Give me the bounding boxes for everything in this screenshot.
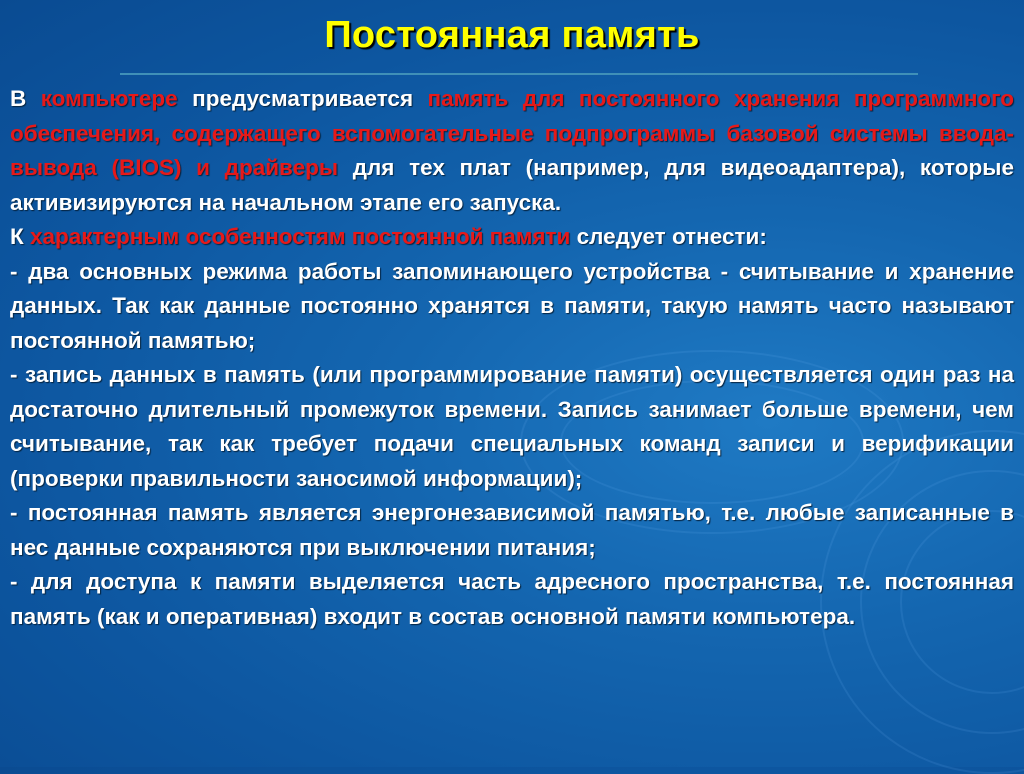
slide-body <box>10 82 1014 634</box>
bullet-item: - запись данных в память (или программирование памяти) осуществляется один раз на достаточно длительный промежуток времени. Запись занимает больше времени, чем считывание, так как требует подачи специальных команд записи и верификации (проверки правильности заносимой информации); <box>10 362 1014 491</box>
intro-text: для тех плат (например, для видеоадаптера), которые активизируются на начальном этапе его запуска. <box>10 155 1014 215</box>
bullet-item: - два основных режима работы запоминающего устройства - считывание и хранение данных. Так как данные постоянно хранятся в памяти, такую намять часто называют постоянной памятью; <box>10 258 1014 353</box>
slide-title: Постоянная память <box>324 14 700 56</box>
intro-text: В <box>10 86 41 111</box>
intro-text: предусматривается <box>177 86 428 111</box>
title-divider <box>120 73 918 75</box>
intro-paragraph <box>10 82 1014 220</box>
bullet-item: - постоянная память является энергонезависимой памятью, т.е. любые записанные в нес данные сохраняются при выключении питания; <box>10 500 1014 560</box>
bullet-item: - для доступа к памяти выделяется часть адресного пространства, т.е. постоянная память (как и оперативная) входит в состав основной памяти компьютера. <box>10 569 1014 629</box>
highlight-rom-definition: память для постоянного хранения программного обеспечения, содержащего вспомогательные подпрограммы базовой системы ввода-вывода (BIOS) и драйверы <box>10 86 1014 180</box>
highlight-computer: компьютере <box>40 86 178 111</box>
features-paragraph <box>10 220 1014 255</box>
features-text: следует отнести: <box>570 224 767 249</box>
highlight-features: характерным особенностям постоянной памяти <box>29 224 571 249</box>
features-text: К <box>10 224 30 249</box>
